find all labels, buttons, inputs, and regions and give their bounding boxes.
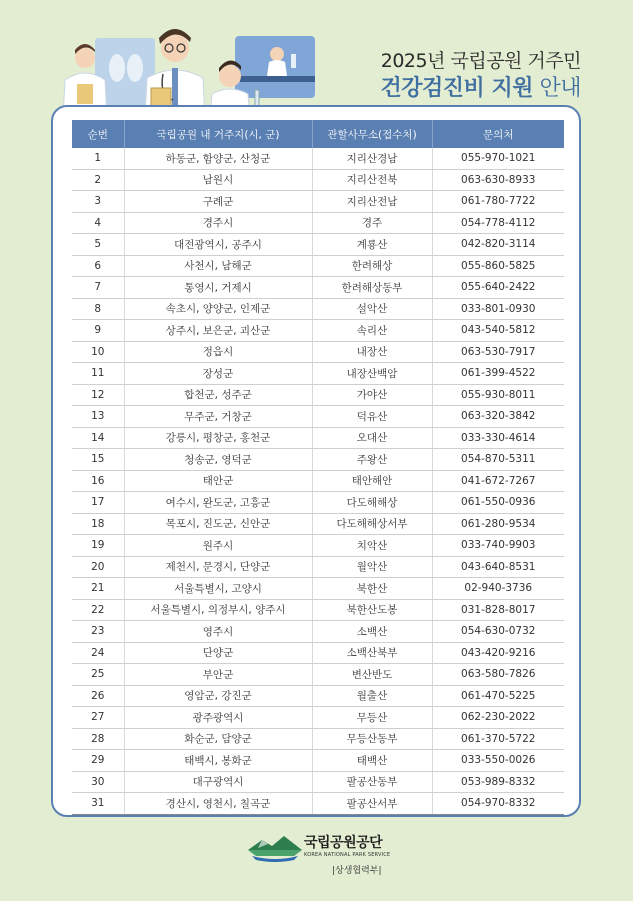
table-row — [72, 449, 564, 471]
contact-cell: 033-740-9903 — [432, 535, 564, 557]
residence-cell: 하동군, 함양군, 산청군 — [124, 148, 312, 169]
column-header-contact: 문의처 — [432, 120, 564, 148]
residence-cell: 영주시 — [124, 621, 312, 643]
office-cell: 속리산 — [312, 320, 432, 342]
office-cell: 다도해해상서부 — [312, 513, 432, 535]
table-row — [72, 556, 564, 578]
office-cell: 지리산전북 — [312, 169, 432, 191]
page-title-emphasis: 건강검진비 지원 — [380, 76, 533, 101]
residence-cell: 상주시, 보은군, 괴산군 — [124, 320, 312, 342]
contact-cell: 061-370-5722 — [432, 728, 564, 750]
table-row — [72, 513, 564, 535]
contact-cell: 033-330-4614 — [432, 427, 564, 449]
org-name-english: KOREA NATIONAL PARK SERVICE — [304, 852, 391, 858]
page-title-line1: 2025년 국립공원 거주민 — [380, 50, 581, 72]
table-row — [72, 363, 564, 385]
office-cell: 설악산 — [312, 298, 432, 320]
row-number: 15 — [72, 449, 124, 471]
table-row — [72, 341, 564, 363]
contact-cell: 061-780-7722 — [432, 191, 564, 213]
contact-cell: 061-550-0936 — [432, 492, 564, 514]
row-number: 4 — [72, 212, 124, 234]
row-number: 3 — [72, 191, 124, 213]
table-row — [72, 621, 564, 643]
contact-cell: 063-580-7826 — [432, 664, 564, 686]
office-cell: 팔공산서부 — [312, 793, 432, 815]
row-number: 30 — [72, 771, 124, 793]
residence-cell: 남원시 — [124, 169, 312, 191]
row-number: 11 — [72, 363, 124, 385]
table-body — [72, 148, 564, 814]
contact-cell: 041-672-7267 — [432, 470, 564, 492]
table-row — [72, 642, 564, 664]
contact-cell: 061-280-9534 — [432, 513, 564, 535]
residence-cell: 태안군 — [124, 470, 312, 492]
row-number: 16 — [72, 470, 124, 492]
contact-cell: 054-778-4112 — [432, 212, 564, 234]
residence-cell: 화순군, 담양군 — [124, 728, 312, 750]
residence-cell: 장성군 — [124, 363, 312, 385]
residence-cell: 영암군, 강진군 — [124, 685, 312, 707]
page-header — [381, 49, 581, 103]
contact-cell: 055-860-5825 — [432, 255, 564, 277]
table-row — [72, 298, 564, 320]
row-number: 1 — [72, 148, 124, 169]
contact-cell: 054-870-5311 — [432, 449, 564, 471]
table-row — [72, 212, 564, 234]
row-number: 6 — [72, 255, 124, 277]
office-cell: 팔공산동부 — [312, 771, 432, 793]
footer — [248, 828, 398, 878]
residence-cell: 무주군, 거창군 — [124, 406, 312, 428]
row-number: 5 — [72, 234, 124, 256]
contact-cell: 033-801-0930 — [432, 298, 564, 320]
residence-cell: 서울특별시, 의정부시, 양주시 — [124, 599, 312, 621]
row-number: 22 — [72, 599, 124, 621]
table-row — [72, 169, 564, 191]
table-header-row — [72, 120, 564, 148]
office-cell: 태백산 — [312, 750, 432, 772]
table-row — [72, 707, 564, 729]
residence-cell: 사천시, 남해군 — [124, 255, 312, 277]
table-row — [72, 685, 564, 707]
row-number: 21 — [72, 578, 124, 600]
contact-cell: 042-820-3114 — [432, 234, 564, 256]
office-cell: 가야산 — [312, 384, 432, 406]
knps-logo-icon — [248, 832, 302, 862]
table-row — [72, 234, 564, 256]
doctor-illustration — [55, 18, 320, 118]
office-cell: 경주 — [312, 212, 432, 234]
table-row — [72, 664, 564, 686]
office-cell: 변산반도 — [312, 664, 432, 686]
table-row — [72, 535, 564, 557]
residence-cell: 광주광역시 — [124, 707, 312, 729]
residence-cell: 경산시, 영천시, 칠곡군 — [124, 793, 312, 815]
residence-cell: 청송군, 영덕군 — [124, 449, 312, 471]
office-cell: 다도해해상 — [312, 492, 432, 514]
org-name: 국립공원공단 — [304, 835, 383, 851]
office-cell: 내장산 — [312, 341, 432, 363]
contact-cell: 033-550-0026 — [432, 750, 564, 772]
table-row — [72, 148, 564, 169]
contact-cell: 043-420-9216 — [432, 642, 564, 664]
office-cell: 태안해안 — [312, 470, 432, 492]
office-contact-table — [72, 120, 564, 815]
contact-cell: 043-640-8531 — [432, 556, 564, 578]
residence-cell: 통영시, 거제시 — [124, 277, 312, 299]
page-title-suffix: 안내 — [539, 76, 581, 101]
table-row — [72, 191, 564, 213]
table-row — [72, 578, 564, 600]
contact-cell: 031-828-8017 — [432, 599, 564, 621]
row-number: 29 — [72, 750, 124, 772]
table-row — [72, 427, 564, 449]
residence-cell: 정읍시 — [124, 341, 312, 363]
contact-cell: 055-930-8011 — [432, 384, 564, 406]
residence-cell: 경주시 — [124, 212, 312, 234]
row-number: 9 — [72, 320, 124, 342]
row-number: 12 — [72, 384, 124, 406]
office-cell: 북한산 — [312, 578, 432, 600]
table-row — [72, 492, 564, 514]
office-cell: 한려해상 — [312, 255, 432, 277]
row-number: 10 — [72, 341, 124, 363]
row-number: 28 — [72, 728, 124, 750]
table-row — [72, 277, 564, 299]
office-cell: 소백산북부 — [312, 642, 432, 664]
table-row — [72, 728, 564, 750]
office-cell: 월출산 — [312, 685, 432, 707]
row-number: 27 — [72, 707, 124, 729]
residence-cell: 단양군 — [124, 642, 312, 664]
contact-cell: 063-320-3842 — [432, 406, 564, 428]
office-cell: 계룡산 — [312, 234, 432, 256]
office-cell: 지리산전남 — [312, 191, 432, 213]
table-row — [72, 599, 564, 621]
column-header-residence: 국립공원 내 거주지(시, 군) — [124, 120, 312, 148]
office-cell: 덕유산 — [312, 406, 432, 428]
column-header-office: 관할사무소(접수처) — [312, 120, 432, 148]
table-row — [72, 384, 564, 406]
office-cell: 무등산동부 — [312, 728, 432, 750]
contact-cell: 02-940-3736 — [432, 578, 564, 600]
contact-cell: 055-640-2422 — [432, 277, 564, 299]
residence-cell: 제천시, 문경시, 단양군 — [124, 556, 312, 578]
row-number: 24 — [72, 642, 124, 664]
residence-cell: 태백시, 봉화군 — [124, 750, 312, 772]
contact-cell: 063-630-8933 — [432, 169, 564, 191]
column-header-number: 순번 — [72, 120, 124, 148]
office-cell: 무등산 — [312, 707, 432, 729]
office-cell: 내장산백암 — [312, 363, 432, 385]
contact-cell: 063-530-7917 — [432, 341, 564, 363]
contact-cell: 043-540-5812 — [432, 320, 564, 342]
residence-cell: 목포시, 진도군, 신안군 — [124, 513, 312, 535]
table-row — [72, 320, 564, 342]
office-cell: 월악산 — [312, 556, 432, 578]
contact-cell: 055-970-1021 — [432, 148, 564, 169]
row-number: 19 — [72, 535, 124, 557]
residence-cell: 대구광역시 — [124, 771, 312, 793]
department-label: |상생협력부| — [332, 866, 382, 876]
contact-card — [51, 105, 581, 817]
residence-cell: 강릉시, 평창군, 홍천군 — [124, 427, 312, 449]
office-cell: 북한산도봉 — [312, 599, 432, 621]
row-number: 26 — [72, 685, 124, 707]
contact-cell: 061-399-4522 — [432, 363, 564, 385]
office-cell: 오대산 — [312, 427, 432, 449]
office-cell: 주왕산 — [312, 449, 432, 471]
contact-cell: 061-470-5225 — [432, 685, 564, 707]
table-row — [72, 750, 564, 772]
residence-cell: 구례군 — [124, 191, 312, 213]
table-row — [72, 793, 564, 815]
table-row — [72, 406, 564, 428]
page-title-line2 — [381, 75, 581, 103]
contact-cell: 062-230-2022 — [432, 707, 564, 729]
residence-cell: 대전광역시, 공주시 — [124, 234, 312, 256]
office-cell: 소백산 — [312, 621, 432, 643]
office-cell: 한려해상동부 — [312, 277, 432, 299]
residence-cell: 부안군 — [124, 664, 312, 686]
row-number: 2 — [72, 169, 124, 191]
table-row — [72, 771, 564, 793]
row-number: 31 — [72, 793, 124, 815]
table-row — [72, 255, 564, 277]
row-number: 13 — [72, 406, 124, 428]
row-number: 14 — [72, 427, 124, 449]
residence-cell: 서울특별시, 고양시 — [124, 578, 312, 600]
row-number: 23 — [72, 621, 124, 643]
residence-cell: 합천군, 성주군 — [124, 384, 312, 406]
row-number: 25 — [72, 664, 124, 686]
row-number: 8 — [72, 298, 124, 320]
residence-cell: 원주시 — [124, 535, 312, 557]
row-number: 20 — [72, 556, 124, 578]
office-cell: 지리산경남 — [312, 148, 432, 169]
contact-cell: 054-630-0732 — [432, 621, 564, 643]
row-number: 18 — [72, 513, 124, 535]
residence-cell: 속초시, 양양군, 인제군 — [124, 298, 312, 320]
contact-cell: 053-989-8332 — [432, 771, 564, 793]
row-number: 17 — [72, 492, 124, 514]
row-number: 7 — [72, 277, 124, 299]
contact-cell: 054-970-8332 — [432, 793, 564, 815]
residence-cell: 여수시, 완도군, 고흥군 — [124, 492, 312, 514]
office-cell: 치악산 — [312, 535, 432, 557]
table-row — [72, 470, 564, 492]
